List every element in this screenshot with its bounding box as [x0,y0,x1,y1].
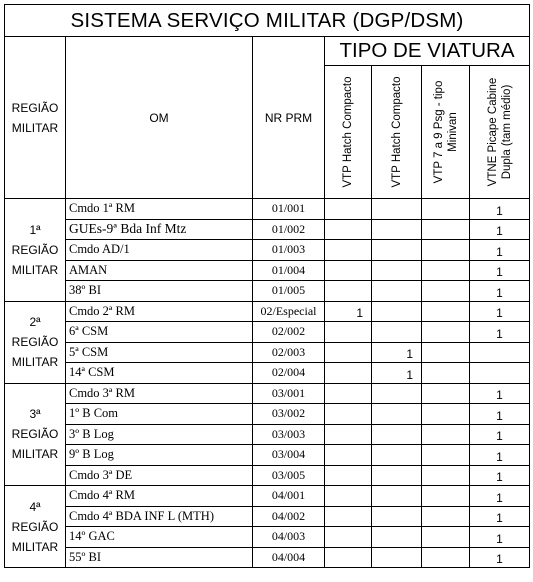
om-cell: 38º BI [66,281,253,302]
vehicle-1-qty-cell [325,281,372,302]
vehicle-4-qty-cell [470,547,530,568]
table-row [5,383,530,404]
quantity-value: 1 [496,244,503,259]
header-tipo-viatura: TIPO DE VIATURA [325,37,530,66]
vehicle-3-qty-cell [422,281,470,302]
vehicle-1-qty-cell [325,506,372,527]
vehicle-2-qty-cell [372,465,422,486]
om-cell: AMAN [66,260,253,281]
region-label-line: 3ª [29,407,41,422]
vehicle-3-qty-cell [422,199,470,220]
table-row [5,199,530,220]
vehicle-3-qty-cell [422,342,470,363]
vehicle-4-qty-cell [470,465,530,486]
vehicle-allocation-table [4,4,530,568]
quantity-value: 1 [496,429,503,443]
vehicle-1-qty-cell [325,465,372,486]
quantity-value: 1 [496,408,503,423]
nr-prm-cell: 02/002 [253,322,325,343]
vehicle-3-qty-cell [422,404,470,425]
nr-prm-cell: 04/002 [253,506,325,527]
nr-prm-cell: 02/003 [253,342,325,363]
om-cell: Cmdo 3ª RM [66,383,253,404]
nr-prm-cell: 03/002 [253,404,325,425]
vehicle-4-qty-cell [470,301,530,322]
vehicle-3-qty-cell [422,240,470,261]
region-label [5,486,66,568]
quantity-value: 1 [496,552,503,566]
nr-prm-cell: 01/002 [253,219,325,240]
quantity-value: 1 [496,470,503,484]
quantity-value: 1 [356,306,363,320]
header-vehicle-2-label: VTP Hatch Compacto [390,76,403,188]
vehicle-4-qty-cell [470,219,530,240]
table-row [5,219,530,240]
region-label-line: MILITAR [11,539,59,554]
vehicle-1-qty-cell [325,260,372,281]
nr-prm-cell: 01/001 [253,199,325,220]
vehicle-4-qty-cell [470,383,530,404]
vehicle-3-qty-cell [422,363,470,384]
vehicle-3-qty-cell [422,383,470,404]
vehicle-2-qty-cell [372,219,422,240]
quantity-value: 1 [496,490,503,505]
nr-prm-cell: 04/004 [253,547,325,568]
nr-prm-cell: 01/004 [253,260,325,281]
vehicle-1-qty-cell [325,424,372,445]
om-cell: 6ª CSM [66,322,253,343]
om-cell: Cmdo 3ª DE [66,465,253,486]
vehicle-3-qty-cell [422,219,470,240]
region-label-line: REGIÃO [11,335,59,349]
om-cell: Cmdo 1ª RM [66,199,253,220]
table-row [5,260,530,281]
header-region [5,37,66,199]
nr-prm-cell: 02/004 [253,363,325,384]
vehicle-1-qty-cell [325,363,372,384]
header-vehicle-2 [372,66,422,199]
nr-prm-cell: 03/005 [253,465,325,486]
vehicle-2-qty-cell [372,527,422,548]
quantity-value: 1 [496,306,503,320]
nr-prm-cell: 03/003 [253,424,325,445]
vehicle-1-qty-cell [325,404,372,425]
vehicle-4-qty-cell [470,486,530,507]
nr-prm-cell: 03/001 [253,383,325,404]
quantity-value: 1 [406,347,413,361]
quantity-value: 1 [496,224,503,238]
vehicle-3-qty-cell [422,506,470,527]
vehicle-4-qty-cell [470,527,530,548]
table-row [5,281,530,302]
vehicle-2-qty-cell [372,445,422,466]
nr-prm-cell: 02/Especial [253,301,325,322]
vehicle-2-qty-cell [372,301,422,322]
vehicle-3-qty-cell [422,445,470,466]
region-label-line: MILITAR [11,447,59,462]
vehicle-1-qty-cell [325,547,372,568]
table-row [5,547,530,568]
table-row [5,322,530,343]
table-row [5,404,530,425]
vehicle-1-qty-cell [325,240,372,261]
vehicle-4-qty-cell [470,424,530,445]
nr-prm-cell: 03/004 [253,445,325,466]
vehicle-2-qty-cell [372,260,422,281]
nr-prm-cell: 04/001 [253,486,325,507]
table-row [5,445,530,466]
quantity-value: 1 [496,203,503,218]
table-row [5,486,530,507]
om-cell: GUEs-9ª Bda Inf Mtz [66,219,253,240]
vehicle-2-qty-cell [372,363,422,384]
quantity-value: 1 [496,531,503,546]
vehicle-1-qty-cell [325,342,372,363]
vehicle-2-qty-cell [372,199,422,220]
vehicle-4-qty-cell [470,240,530,261]
header-region-line1: REGIÃO [11,100,59,115]
vehicle-4-qty-cell [470,506,530,527]
vehicle-2-qty-cell [372,281,422,302]
vehicle-3-qty-cell [422,547,470,568]
vehicle-4-qty-cell [470,281,530,302]
vehicle-1-qty-cell [325,322,372,343]
vehicle-3-qty-cell [422,527,470,548]
region-label-line: MILITAR [11,262,59,277]
vehicle-1-qty-cell [325,445,372,466]
vehicle-4-qty-cell [470,199,530,220]
header-vehicle-4 [470,66,530,199]
quantity-value: 1 [496,265,503,279]
vehicle-3-qty-cell [422,486,470,507]
vehicle-4-qty-cell [470,342,530,363]
vehicle-3-qty-cell [422,465,470,486]
header-vehicle-1-label: VTP Hatch Compacto [342,76,354,188]
header-vehicle-4-label: VTNE Picape Cabine Dupla (tam médio) [486,77,513,187]
region-label [5,301,66,383]
vehicle-2-qty-cell [372,240,422,261]
om-cell: Cmdo 4ª RM [66,486,253,507]
region-label-line: 1ª [29,222,41,237]
nr-prm-cell: 04/003 [253,527,325,548]
om-cell: 1º B Com [66,404,253,425]
om-cell: Cmdo 2ª RM [66,301,253,322]
vehicle-3-qty-cell [422,322,470,343]
vehicle-2-qty-cell [372,424,422,445]
vehicle-1-qty-cell [325,486,372,507]
vehicle-1-qty-cell [325,219,372,240]
header-nr-prm: NR PRM [253,37,325,199]
header-vehicle-3-label: VTP 7 a 9 Psg - tipo Minivan [432,80,459,184]
om-cell: 55º BI [66,547,253,568]
region-label [5,383,66,486]
table-row [5,424,530,445]
quantity-value: 1 [496,326,503,341]
vehicle-1-qty-cell [325,199,372,220]
vehicle-1-qty-cell [325,527,372,548]
quantity-value: 1 [496,388,503,402]
table-row [5,527,530,548]
vehicle-4-qty-cell [470,445,530,466]
vehicle-4-qty-cell [470,322,530,343]
table-row [5,301,530,322]
vehicle-2-qty-cell [372,486,422,507]
header-vehicle-3 [422,66,470,199]
region-label-line: REGIÃO [11,427,59,442]
vehicle-3-qty-cell [422,424,470,445]
header-vehicle-1 [325,66,372,199]
table-row [5,342,530,363]
vehicle-2-qty-cell [372,322,422,343]
table-row [5,465,530,486]
vehicle-2-qty-cell [372,404,422,425]
om-cell: Cmdo AD/1 [66,240,253,261]
om-cell: 5ª CSM [66,342,253,363]
header-om: OM [66,37,253,199]
table-row [5,240,530,261]
vehicle-4-qty-cell [470,260,530,281]
table-row [5,363,530,384]
region-label-line: REGIÃO [11,242,59,257]
region-label-line: MILITAR [11,355,59,369]
region-label-line: 4ª [29,499,41,514]
nr-prm-cell: 01/005 [253,281,325,302]
vehicle-3-qty-cell [422,301,470,322]
vehicle-3-qty-cell [422,260,470,281]
vehicle-1-qty-cell [325,383,372,404]
vehicle-2-qty-cell [372,547,422,568]
vehicle-1-qty-cell [325,301,372,322]
om-cell: Cmdo 4ª BDA INF L (MTH) [66,506,253,527]
quantity-value: 1 [496,285,503,300]
vehicle-4-qty-cell [470,363,530,384]
region-label [5,199,66,302]
om-cell: 14º GAC [66,527,253,548]
region-label-line: REGIÃO [11,519,59,534]
om-cell: 9º B Log [66,445,253,466]
vehicle-4-qty-cell [470,404,530,425]
table-row [5,506,530,527]
vehicle-2-qty-cell [372,342,422,363]
quantity-value: 1 [496,511,503,525]
region-label-line: 2ª [29,315,41,329]
table-title: SISTEMA SERVIÇO MILITAR (DGP/DSM) [5,5,530,37]
quantity-value: 1 [406,367,413,382]
header-region-line2: MILITAR [11,120,59,135]
nr-prm-cell: 01/003 [253,240,325,261]
om-cell: 14ª CSM [66,363,253,384]
om-cell: 3º B Log [66,424,253,445]
quantity-value: 1 [496,449,503,464]
vehicle-2-qty-cell [372,506,422,527]
vehicle-2-qty-cell [372,383,422,404]
